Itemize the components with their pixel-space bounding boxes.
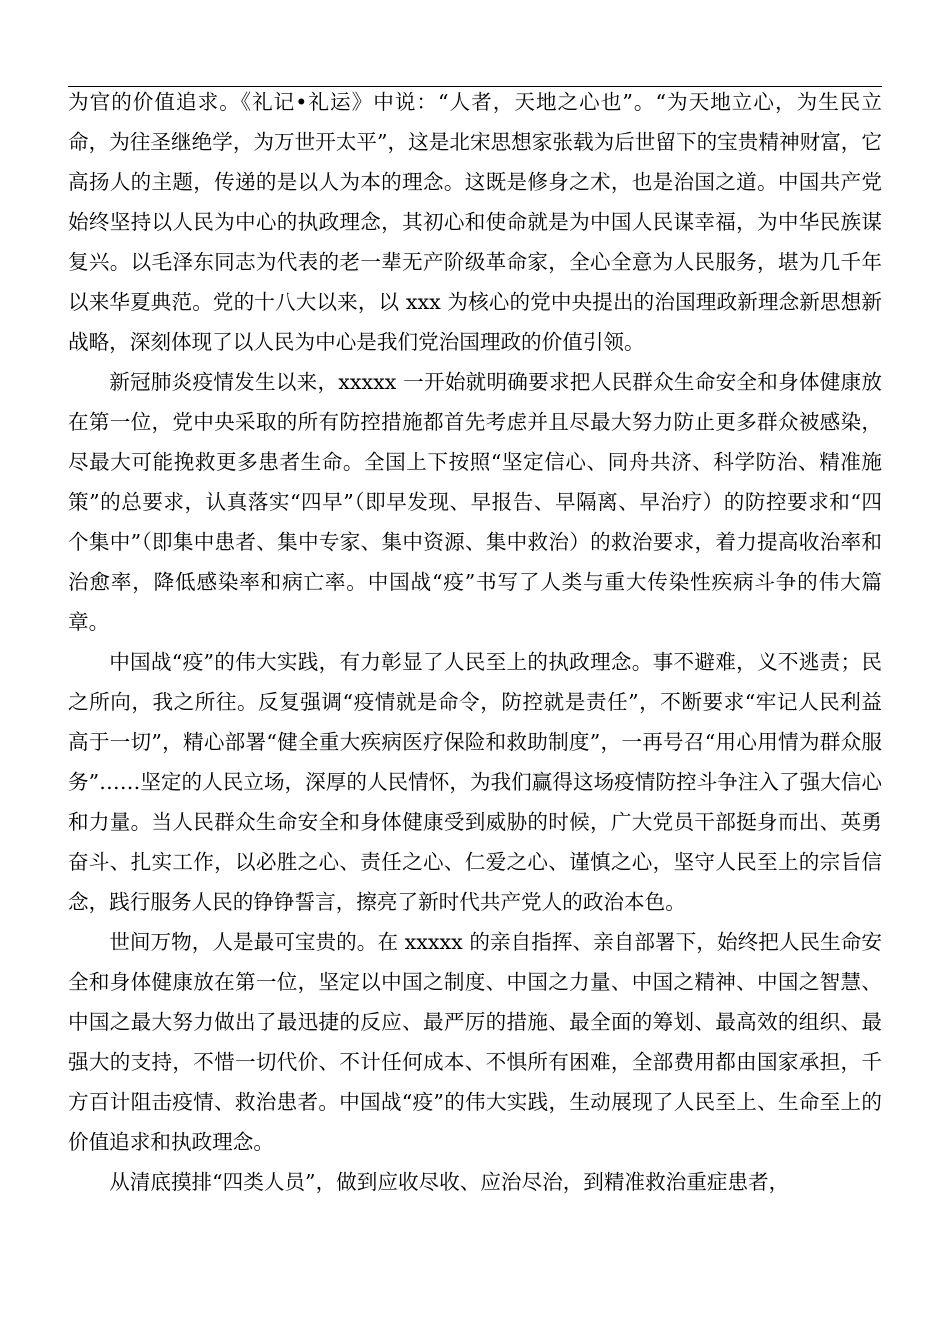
paragraph-1: 为官的价值追求。《礼记•礼运》中说：“人者，天地之心也”。“为天地立心，为生民立命，为往圣继绝学，为万世开太平”，这是北宋思想家张载为后世留下的宝贵精神财富，它高扬人的主题，传递的是以人为本的理念。这既是修身之术，也是治国之道。中国共产党始终坚持以人民为中心的执政理念，其初心和使命就是为中国人民谋幸福，为中华民族谋复兴。以毛泽东同志为代表的老一辈无产阶级革命家，全心全意为人民服务，堪为几千年以来华夏典范。党的十八大以来，以 xxx 为核心的党中央提出的治国理政新理念新思想新战略，深刻体现了以人民为中心是我们党治国理政的价值引领。	[68, 90, 882, 354]
paragraph-5: 从清底摸排“四类人员”，做到应收尽收、应治尽治，到精准救治重症患者，	[109, 1170, 790, 1194]
paragraph-2: 新冠肺炎疫情发生以来，xxxxx 一开始就明确要求把人民群众生命安全和身体健康放在第一位，党中央采取的所有防控措施都首先考虑并且尽最大努力防止更多群众被感染，尽最大可能挽救更多患者生命。全国上下按照“坚定信心、同舟共济、科学防治、精准施策”的总要求，认真落实“四早”（即早发现、早报告、早隔离、早治疗）的防控要求和“四个集中”（即集中患者、集中专家、集中资源、集中救治）的救治要求，着力提高收治率和治愈率，降低感染率和病亡率。中国战“疫”书写了人类与重大传染性疾病斗争的伟大篇章。	[68, 370, 882, 634]
document-body	[68, 82, 882, 1202]
paragraph-3: 中国战“疫”的伟大实践，有力彰显了人民至上的执政理念。事不避难，义不逃责；民之所向，我之所往。反复强调“疫情就是命令，防控就是责任”，不断要求“牢记人民利益高于一切”，精心部署“健全重大疾病医疗保险和救助制度”，一再号召“用心用情为群众服务”……坚定的人民立场，深厚的人民情怀，为我们赢得这场疫情防控斗争注入了强大信心和力量。当人民群众生命安全和身体健康受到威胁的时候，广大党员干部挺身而出、英勇奋斗、扎实工作，以必胜之心、责任之心、仁爱之心、谨慎之心，坚守人民至上的宗旨信念，践行服务人民的铮铮誓言，擦亮了新时代共产党人的政治本色。	[68, 650, 882, 914]
paragraph-4: 世间万物，人是最可宝贵的。在 xxxxx 的亲自指挥、亲自部署下，始终把人民生命安全和身体健康放在第一位，坚定以中国之制度、中国之力量、中国之精神、中国之智慧、中国之最大努力做出了最迅捷的反应、最严厉的措施、最全面的筹划、最高效的组织、最强大的支持，不惜一切代价、不计任何成本、不惧所有困难，全部费用都由国家承担，千方百计阻击疫情、救治患者。中国战“疫”的伟大实践，生动展现了人民至上、生命至上的价值追求和执政理念。	[68, 930, 882, 1154]
